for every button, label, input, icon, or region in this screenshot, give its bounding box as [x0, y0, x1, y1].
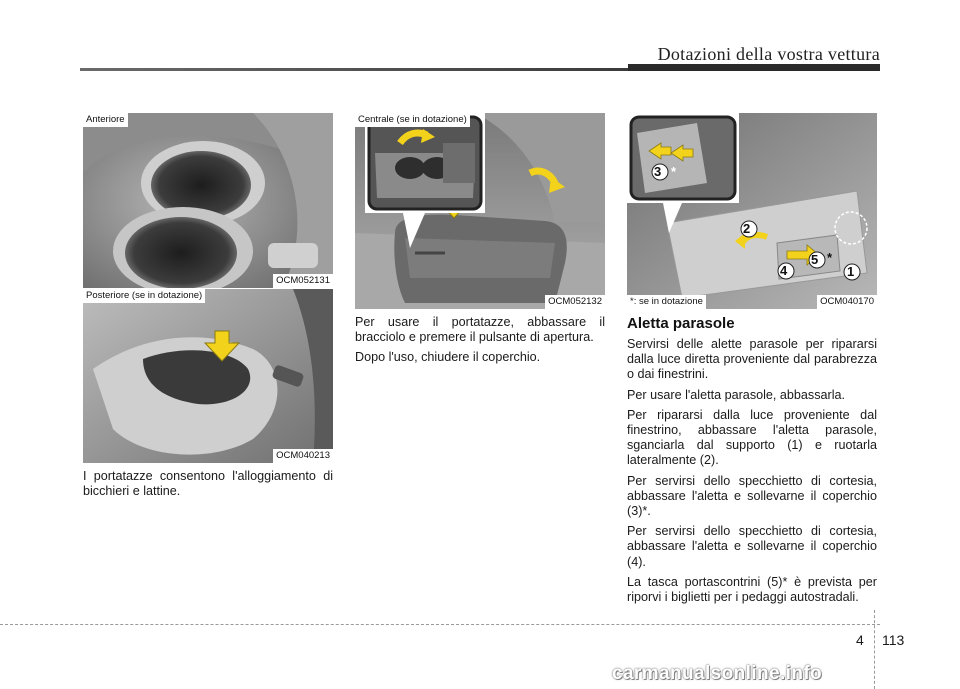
callout-3-star: *	[671, 164, 677, 179]
cupholder-rear-figure	[83, 289, 333, 463]
cupholder-front-label: Anteriore	[83, 113, 128, 127]
cupholder-rear-code: OCM040213	[273, 449, 333, 463]
cupholder-front-illustration	[83, 113, 333, 288]
left-column-text	[83, 469, 333, 504]
page-number: 113	[882, 632, 905, 648]
sunvisor-callouts	[627, 113, 877, 309]
watermark: carmanualsonline.info	[612, 663, 823, 684]
sunvisor-paragraph-6: La tasca portascontrini (5)* è prevista per riporvi i biglietti per i pedaggi autostradali.	[627, 574, 877, 605]
armrest-paragraph-2: Dopo l'uso, chiudere il coperchio.	[355, 350, 541, 365]
callout-1-text: 1	[847, 264, 855, 279]
sunvisor-code: OCM040170	[817, 295, 877, 309]
armrest-figure	[355, 113, 605, 309]
callout-2-text: 2	[743, 221, 751, 236]
cupholder-paragraph: I portatazze consentono l'alloggiamento di bicchieri e lattine.	[83, 469, 333, 499]
callout-3-text: 3	[654, 164, 662, 179]
armrest-code: OCM052132	[545, 295, 605, 309]
sunvisor-paragraph-1: Servirsi delle alette parasole per ripararsi dalla luce diretta proveniente dal parabrezza o dai finestrini.	[627, 337, 877, 382]
cupholder-rear-label: Posteriore (se in dotazione)	[83, 289, 205, 303]
callout-5-star: *	[827, 250, 833, 265]
sunvisor-paragraph-4: Per servirsi dello specchietto di cortesia, abbassare l'aletta e sollevarne il coperchio (3)*.	[627, 473, 877, 519]
armrest-illustration	[355, 113, 605, 309]
sunvisor-heading: Aletta parasole	[627, 315, 735, 332]
callout-4-text: 4	[780, 263, 788, 278]
cupholder-front-figure	[83, 113, 333, 288]
armrest-paragraph-1: Per usare il portatazze, abbassare il bracciolo e premere il pulsante di apertura.	[355, 315, 605, 345]
cupholder-front-code: OCM052131	[273, 274, 333, 288]
sunvisor-paragraph-3: Per ripararsi dalla luce proveniente dal finestrino, abbassare l'aletta parasole, sganciarla dal supporto (1) e ruotarla lateralmente (2).	[627, 407, 877, 468]
cupholder-rear-illustration	[83, 289, 333, 463]
chapter-number: 4	[856, 632, 864, 648]
header-title: Dotazioni della vostra vettura	[657, 44, 880, 64]
sunvisor-figure	[627, 113, 877, 309]
sunvisor-paragraph-2: Per usare l'aletta parasole, abbassarla.	[627, 387, 846, 402]
callout-5-text: 5	[811, 252, 819, 267]
middle-column-text	[355, 315, 605, 371]
sunvisor-note: *: se in dotazione	[627, 295, 706, 309]
header-rule-accent	[628, 64, 880, 71]
armrest-label: Centrale (se in dotazione)	[355, 113, 470, 127]
sunvisor-paragraph-5: Per servirsi dello specchietto di cortesia, abbassare l'aletta e sollevarne il coperchio (4).	[627, 524, 877, 569]
right-column-text	[627, 337, 877, 610]
footer-divider	[874, 610, 875, 689]
footer-rule	[0, 624, 880, 625]
